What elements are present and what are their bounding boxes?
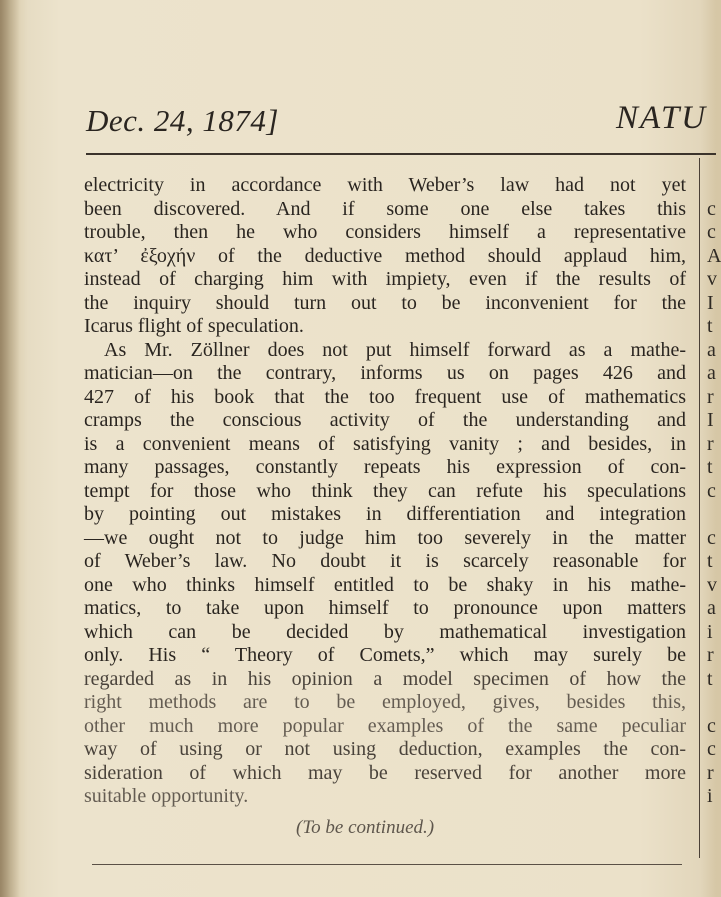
text-line: is a convenient means of satisfying vanity ; and besides, in xyxy=(84,432,686,455)
text-line: suitable opportunity. xyxy=(84,785,249,807)
margin-char: r xyxy=(707,432,714,455)
margin-char: a xyxy=(707,597,716,619)
text-line: regarded as in his opinion a model specimen of how the xyxy=(84,667,686,690)
text-line: the inquiry should turn out to be inconvenient for the xyxy=(84,291,686,314)
text-line: by pointing out mistakes in differentiation and integration xyxy=(84,503,686,525)
text-line: one who thinks himself entitled to be shaky in his mathe- xyxy=(84,573,686,596)
margin-char: A xyxy=(707,244,721,267)
text-line: been discovered. And if some one else takes this xyxy=(84,197,686,220)
text-line: tempt for those who think they can refute his speculations xyxy=(84,479,686,502)
margin-char: r xyxy=(707,385,714,408)
margin-char: r xyxy=(707,761,714,784)
margin-char: c xyxy=(707,197,716,220)
margin-char: v xyxy=(707,573,717,596)
margin-char: c xyxy=(707,479,716,502)
margin-char: c xyxy=(707,738,716,760)
text-line: electricity in accordance with Weber’s law had not yet xyxy=(84,174,686,196)
text-line: of Weber’s law. No doubt it is scarcely reasonable for xyxy=(84,550,686,572)
text-line: way of using or not using deduction, examples the con- xyxy=(84,738,686,760)
text-line: trouble, then he who considers himself a representative xyxy=(84,221,686,243)
margin-char: a xyxy=(707,338,716,361)
margin-char: t xyxy=(707,667,713,690)
text-line: Icarus flight of speculation. xyxy=(84,315,304,337)
margin-char: t xyxy=(707,550,713,572)
text-line: many passages, constantly repeats his expression of con- xyxy=(84,456,686,478)
margin-char xyxy=(707,503,716,527)
margin-char: i xyxy=(707,620,713,643)
text-line: matics, to take upon himself to pronounce upon matters xyxy=(84,597,686,619)
text-line: which can be decided by mathematical investigation xyxy=(84,620,686,643)
text-line: instead of charging him with impiety, even if the results of xyxy=(84,268,686,290)
margin-char: t xyxy=(707,456,713,478)
text-line: sideration of which may be reserved for another more xyxy=(84,761,686,784)
margin-char: a xyxy=(707,362,716,384)
text-line: κατ’ ἐξοχήν of the deductive method should applaud him, xyxy=(84,244,686,267)
margin-char xyxy=(707,174,716,198)
margin-char: c xyxy=(707,714,716,737)
text-line: As Mr. Zöllner does not put himself forward as a mathe- xyxy=(104,338,686,361)
footer-rule xyxy=(92,864,682,865)
text-line: matician—on the contrary, informs us on pages 426 and xyxy=(84,362,686,384)
journal-title: NATU xyxy=(616,100,708,136)
page-spine-shadow xyxy=(0,0,20,897)
text-line: other much more popular examples of the same peculiar xyxy=(84,714,686,737)
text-line: only. His “ Theory of Comets,” which may surely be xyxy=(84,644,686,666)
to-be-continued-note: (To be continued.) xyxy=(296,817,435,838)
margin-char xyxy=(707,691,716,715)
margin-char: v xyxy=(707,268,717,290)
text-line: cramps the conscious activity of the understanding and xyxy=(84,409,686,431)
margin-char: c xyxy=(707,221,716,243)
margin-char: c xyxy=(707,526,716,549)
margin-char: I xyxy=(707,409,714,431)
margin-char: I xyxy=(707,291,714,314)
column-divider xyxy=(699,158,700,858)
article-column xyxy=(84,174,686,809)
text-line: right methods are to be employed, gives, besides this, xyxy=(84,691,686,713)
margin-char: i xyxy=(707,785,713,807)
margin-char: t xyxy=(707,315,713,337)
adjacent-column-fragment xyxy=(707,174,721,809)
text-line: 427 of his book that the too frequent use of mathematics xyxy=(84,385,686,408)
page-header-date: Dec. 24, 1874] xyxy=(86,103,279,138)
text-line: —we ought not to judge him too severely in the matter xyxy=(84,526,686,549)
header-rule xyxy=(86,153,716,155)
margin-char: r xyxy=(707,644,714,666)
